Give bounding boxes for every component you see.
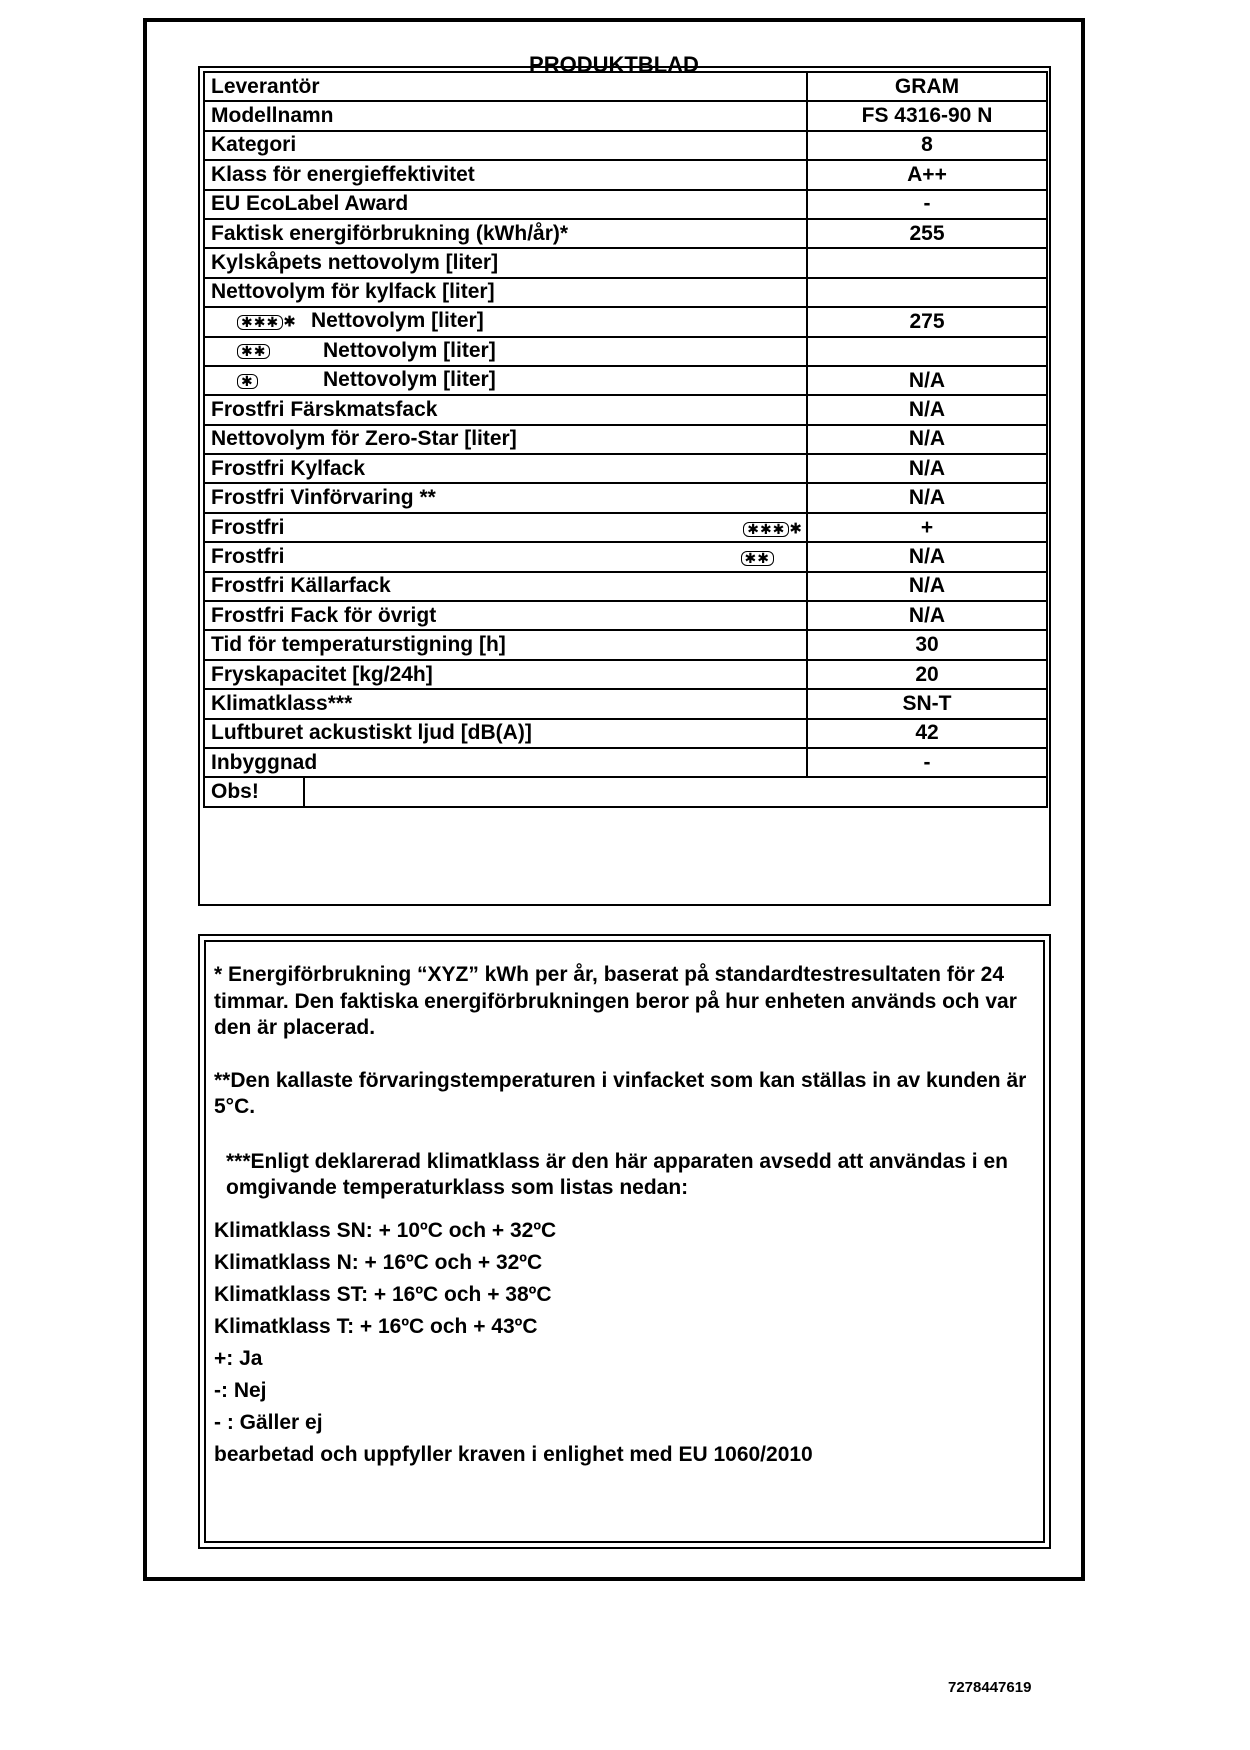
table-row [204,278,1047,307]
table-row [204,307,1047,336]
energy-note: * Energiförbrukning “XYZ” kWh per år, baserat på standardtestresultaten för 24 timmar. Den faktiska energiförbrukningen beror på hur enheten används och var den är placerad. [214,963,1017,1039]
row-label: Obs! [205,778,305,805]
table-row [204,101,1047,130]
table-row [204,366,1047,395]
row-label: Nettovolym [liter] [323,368,496,392]
table-row [204,131,1047,160]
legend-not-applicable: - : Gäller ej [214,1410,323,1434]
table-row [204,483,1047,512]
table-row [204,248,1047,277]
row-label: Frostfri [211,515,285,539]
spec-table-frame [198,66,1051,906]
table-row [204,454,1047,483]
legend-yes: +: Ja [214,1346,263,1370]
row-value: - [807,748,1047,777]
footnotes-frame [198,934,1051,1549]
row-label: Frostfri Kylfack [204,454,807,483]
row-value: - [807,190,1047,219]
row-label: Frostfri Källarfack [204,572,807,601]
row-value: N/A [807,425,1047,454]
row-label: Leverantör [204,72,807,101]
row-label: Nettovolym [liter] [311,309,484,333]
table-row [204,337,1047,366]
compliance-note: bearbetad och uppfyller kraven i enlighet med EU 1060/2010 [214,1442,813,1466]
table-row [204,719,1047,748]
row-value: FS 4316-90 N [807,101,1047,130]
row-label-cell [204,307,807,336]
row-label: Faktisk energiförbrukning (kWh/år)* [204,219,807,248]
spec-table [203,71,1048,808]
row-label: Klass för energieffektivitet [204,160,807,189]
row-value: 30 [807,630,1047,659]
two-star-icon: ✱✱ [741,547,774,569]
table-row [204,572,1047,601]
row-label: Modellnamn [204,101,807,130]
row-value: 8 [807,131,1047,160]
two-star-icon: ✱✱ [211,340,323,362]
four-star-freezer-icon: ✱✱✱ ✱ [211,311,311,333]
row-value: 275 [807,307,1047,336]
wine-note: **Den kallaste förvaringstemperaturen i vinfacket som kan ställas in av kunden är 5°C. [214,1068,1027,1118]
table-row [204,660,1047,689]
page-title: PRODUKTBLAD [529,52,699,77]
table-row [204,777,1047,806]
row-label: Kylskåpets nettovolym [liter] [204,248,807,277]
row-value [807,278,1047,307]
row-value: 20 [807,660,1047,689]
table-row [204,395,1047,424]
row-value: 255 [807,219,1047,248]
row-label: Frostfri Vinförvaring ** [204,483,807,512]
climate-class-st: Klimatklass ST: + 16ºC och + 38ºC [214,1282,552,1306]
row-label: Nettovolym för kylfack [liter] [204,278,807,307]
row-value: N/A [807,454,1047,483]
row-value: SN-T [807,689,1047,718]
table-row [204,219,1047,248]
row-value: N/A [807,483,1047,512]
climate-class-n: Klimatklass N: + 16ºC och + 32ºC [214,1250,543,1274]
climate-note: ***Enligt deklarerad klimatklass är den här apparaten avsedd att användas i en omgivande temperaturklass som listas nedan: [226,1149,1008,1199]
row-label: Tid för temperaturstigning [h] [204,630,807,659]
row-value: N/A [807,572,1047,601]
row-value: 42 [807,719,1047,748]
row-label-cell [204,366,807,395]
row-label-cell [204,513,807,542]
row-label-cell [204,542,807,571]
row-label: Inbyggnad [204,748,807,777]
row-label: Nettovolym för Zero-Star [liter] [204,425,807,454]
four-star-freezer-icon: ✱✱✱ ✱ [743,518,802,540]
one-star-icon: ✱ [211,370,323,392]
obs-cell [204,777,1047,806]
table-row [204,748,1047,777]
row-label: Luftburet ackustiskt ljud [dB(A)] [204,719,807,748]
row-value: N/A [807,601,1047,630]
row-label: Frostfri Färskmatsfack [204,395,807,424]
row-label: Klimatklass*** [204,689,807,718]
table-row [204,630,1047,659]
footnotes [204,940,1045,1543]
row-value [807,248,1047,277]
row-value: N/A [807,395,1047,424]
document-number: 7278447619 [948,1679,1032,1696]
table-row [204,542,1047,571]
table-row [204,601,1047,630]
table-row [204,72,1047,101]
row-value: N/A [807,366,1047,395]
climate-class-sn: Klimatklass SN: + 10ºC och + 32ºC [214,1218,557,1242]
row-value: GRAM [807,72,1047,101]
climate-class-t: Klimatklass T: + 16ºC och + 43ºC [214,1314,538,1338]
row-label: Frostfri Fack för övrigt [204,601,807,630]
row-label-cell [204,337,807,366]
row-label: Frostfri [211,544,285,568]
table-row [204,425,1047,454]
row-value: N/A [807,542,1047,571]
table-row [204,190,1047,219]
table-row [204,513,1047,542]
row-value [305,778,1046,805]
table-row [204,160,1047,189]
row-label: Kategori [204,131,807,160]
row-value [807,337,1047,366]
row-value: + [807,513,1047,542]
legend-no: -: Nej [214,1378,267,1402]
row-label: Fryskapacitet [kg/24h] [204,660,807,689]
row-label: Nettovolym [liter] [323,338,496,362]
table-row [204,689,1047,718]
row-label: EU EcoLabel Award [204,190,807,219]
row-value: A++ [807,160,1047,189]
